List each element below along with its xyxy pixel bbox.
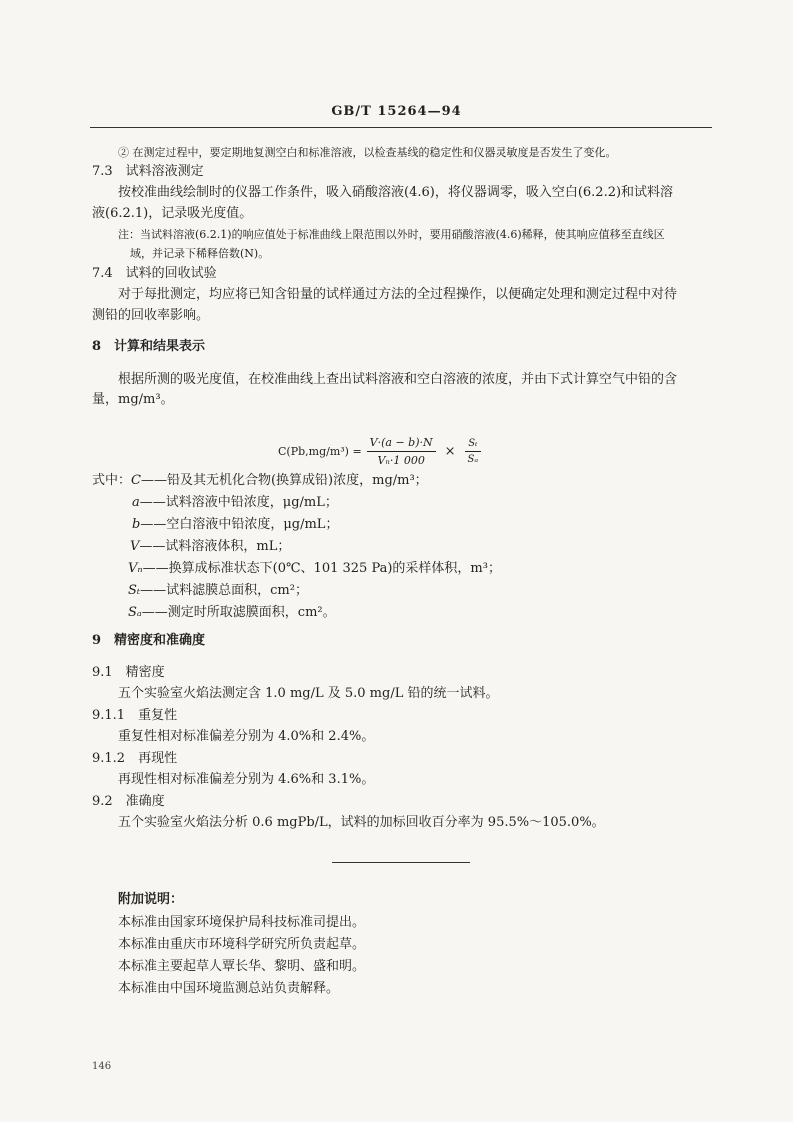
- definition-a: [132, 494, 338, 511]
- definition-St: [128, 582, 308, 599]
- heading-7-4: 7.4 试料的回收试验: [92, 266, 217, 281]
- heading-9-1-2: 9.1.2 再现性: [92, 751, 178, 766]
- paragraph-9-2: 五个实验室火焰法分析 0.6 mgPb/L，试料的加标回收百分率为 95.5%～105.0%。: [118, 815, 605, 830]
- definition-Sa: [128, 604, 336, 621]
- definition-symbol: Sₐ: [128, 605, 142, 620]
- paragraph-7-4-line1: 对于每批测定，均应将已知含铅量的试样通过方法的全过程操作，以便确定处理和测定过程中对待: [118, 287, 678, 302]
- paragraph-9-1-2: 再现性相对标准偏差分别为 4.6%和 3.1%。: [118, 772, 375, 787]
- definition-symbol: C: [131, 473, 141, 488]
- note-dilution-line2: 域，并记录下稀释倍数(N)。: [130, 247, 270, 260]
- definition-text: ——试料溶液体积，mL；: [139, 539, 291, 554]
- lead-concentration-formula: [278, 432, 486, 470]
- definition-symbol: b: [132, 517, 141, 532]
- definition-prefix: 式中：: [92, 473, 132, 488]
- definition-b: [132, 516, 338, 533]
- definition-C: [92, 472, 428, 489]
- formula-area-ratio: [465, 438, 482, 465]
- definition-V: [130, 538, 290, 555]
- header-rule: [90, 127, 712, 128]
- heading-9-1: 9.1 精密度: [92, 665, 165, 680]
- definition-text: ——空白溶液中铅浓度，μg/mL；: [140, 517, 339, 532]
- note-item-2: ② 在测定过程中，要定期地复测空白和标准溶液，以检查基线的稳定性和仪器灵敏度是否发生了变化。: [118, 146, 617, 159]
- formula-numerator: V·(a − b)·N: [367, 436, 436, 452]
- note-dilution-line1: 注：当试料溶液(6.2.1)的响应值处于标准曲线上限范围以外时，要用硝酸溶液(4.6)稀释，使其响应值移至直线区: [118, 228, 665, 241]
- appendix-line: 本标准由国家环境保护局科技标准司提出。: [118, 915, 366, 930]
- formula-lhs: C(Pb,mg/m³) =: [278, 444, 362, 458]
- formula-main-fraction: [367, 436, 436, 467]
- paragraph-9-1: 五个实验室火焰法测定含 1.0 mg/L 及 5.0 mg/L 铅的统一试料。: [118, 686, 499, 701]
- heading-9-2: 9.2 准确度: [92, 794, 165, 809]
- paragraph-9-1-1: 重复性相对标准偏差分别为 4.0%和 2.4%。: [118, 729, 375, 744]
- definition-text: ——试料滤膜总面积，cm²；: [140, 583, 308, 598]
- definition-text: ——试料溶液中铅浓度，μg/mL；: [139, 495, 338, 510]
- definition-Vn: [128, 560, 501, 577]
- end-rule: [332, 862, 470, 863]
- paragraph-7-4-line2: 测铅的回收率影响。: [92, 308, 210, 323]
- definition-text: ——铅及其无机化合物(换算成铅)浓度，mg/m³；: [140, 473, 428, 488]
- paragraph-8-line2: 量，mg/m³。: [92, 392, 174, 407]
- page-number: 146: [92, 1061, 112, 1072]
- appendix-line: 本标准由中国环境监测总站负责解释。: [118, 981, 340, 996]
- heading-9-1-1: 9.1.1 重复性: [92, 708, 178, 723]
- definition-text: ——换算成标准状态下(0℃、101 325 Pa)的采样体积，m³；: [142, 561, 501, 576]
- definition-symbol: Vₙ: [128, 561, 143, 576]
- heading-8: 8 计算和结果表示: [92, 339, 206, 354]
- paragraph-7-3-line1: 按校准曲线绘制时的仪器工作条件，吸入硝酸溶液(4.6)，将仪器调零，吸入空白(6.2.2)和试料溶: [118, 185, 674, 200]
- formula-ratio-denominator: Sₐ: [467, 453, 479, 465]
- definition-symbol: a: [132, 495, 140, 510]
- definition-symbol: Sₜ: [128, 583, 141, 598]
- appendix-title: 附加说明：: [118, 892, 184, 907]
- appendix-line: 本标准由重庆市环境科学研究所负责起草。: [118, 937, 366, 952]
- heading-9: 9 精密度和准确度: [92, 633, 206, 648]
- formula-ratio-numerator: Sₜ: [465, 438, 480, 452]
- definition-text: ——测定时所取滤膜面积，cm²。: [141, 605, 336, 620]
- paragraph-7-3-line2: 液(6.2.1)，记录吸光度值。: [92, 206, 253, 221]
- paragraph-8-line1: 根据所测的吸光度值，在校准曲线上查出试料溶液和空白溶液的浓度，并由下式计算空气中铅的含: [118, 372, 678, 387]
- definition-symbol: V: [130, 539, 140, 554]
- formula-times: ×: [444, 443, 456, 459]
- standard-code-header: GB/T 15264—94: [331, 104, 462, 119]
- appendix-line: 本标准主要起草人覃长华、黎明、盛和明。: [118, 959, 366, 974]
- formula-denominator: Vₙ·1 000: [377, 453, 425, 467]
- heading-7-3: 7.3 试料溶液测定: [92, 164, 204, 179]
